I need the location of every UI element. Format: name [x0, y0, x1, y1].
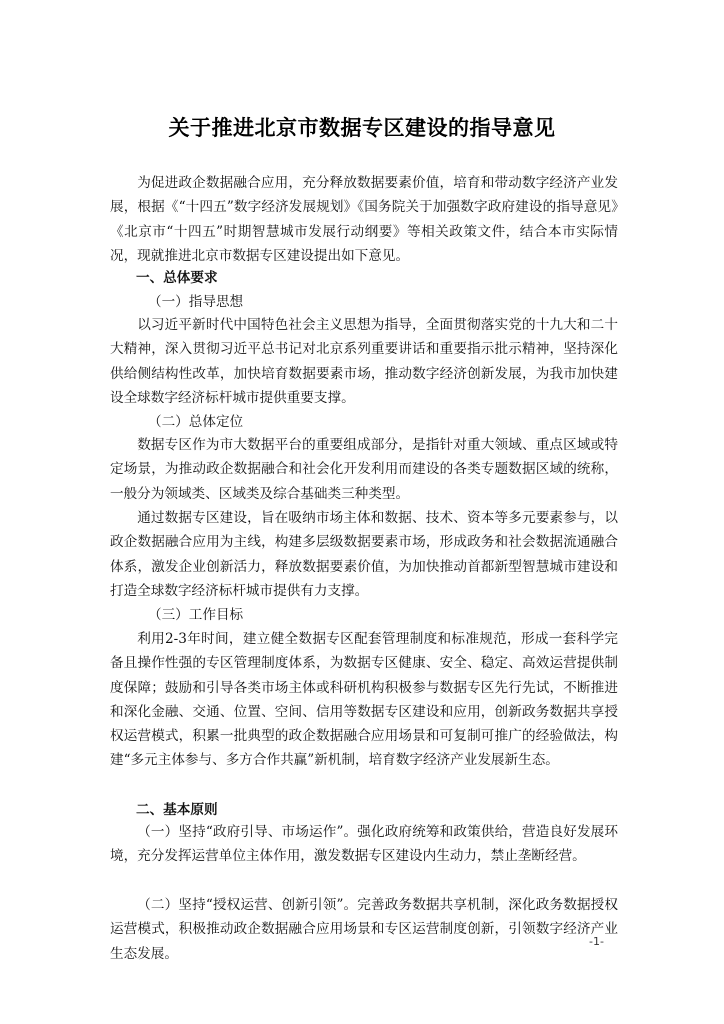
- paragraph-work-goals: 利用2-3年时间，建立健全数据专区配套管理制度和标准规范，形成一套科学完备且操作性强的专区管理制度体系，为数据专区健康、安全、稳定、高效运营提供制度保障；鼓励和引导各类市场主体或科研机构积极参与数据专区先行先试，不断推进和深化金融、交通、位置、空间、信用等数据专区建设和应用，创新政务数据共享授权运营模式，积累一批典型的政企数据融合应用场景和可复制可推广的经验做法，构建“多元主体参与、多方合作共赢”新机制，培育数字经济产业发展新生态。: [110, 631, 618, 769]
- paragraph-principle-2: （二）坚持“授权运营、创新引领”。完善政务数据共享机制，深化政务数据授权运营模式，积极推动政企数据融合应用场景和专区运营制度创新，引领数字经济产业生态发展。: [110, 897, 618, 962]
- section-heading-principles: 二、基本原则: [136, 802, 218, 818]
- intro-paragraph: 为促进政企数据融合应用，充分释放数据要素价值，培育和带动数字经济产业发展，根据《“十四五”数字经济发展规划》《国务院关于加强数字政府建设的指导意见》《北京市“十四五”时期智慧城市发展行动纲要》等相关政策文件，结合本市实际情况，现就推进北京市数据专区建设提出如下意见。: [110, 175, 618, 264]
- subheading-overall-positioning: （二）总体定位: [148, 414, 244, 430]
- paragraph-principle-1: （一）坚持“政府引导、市场运作”。强化政府统筹和政策供给，营造良好发展环境，充分发挥运营单位主体作用，激发数据专区建设内生动力，禁止垄断经营。: [110, 824, 618, 865]
- subheading-work-goals: （三）工作目标: [148, 607, 244, 623]
- subheading-guiding-ideology: （一）指导思想: [148, 294, 244, 310]
- paragraph-positioning-purpose: 通过数据专区建设，旨在吸纳市场主体和数据、技术、资本等多元要素参与，以政企数据融合应用为主线，构建多层级数据要素市场，形成政务和社会数据流通融合体系，激发企业创新活力，释放数据要素价值，为加快推动首都新型智慧城市建设和打造全球数字经济标杆城市提供有力支撑。: [110, 510, 618, 599]
- page-number: -1-: [589, 935, 604, 948]
- paragraph-guiding-ideology: 以习近平新时代中国特色社会主义思想为指导，全面贯彻落实党的十九大和二十大精神，深入贯彻习近平总书记对北京系列重要讲话和重要指示批示精神，坚持深化供给侧结构性改革，加快培育数据要素市场，推动数字经济创新发展，为我市加快建设全球数字经济标杆城市提供重要支撑。: [110, 317, 618, 406]
- section-heading-general: 一、总体要求: [136, 270, 218, 286]
- page-title: 关于推进北京市数据专区建设的指导意见: [168, 116, 556, 140]
- paragraph-positioning-definition: 数据专区作为市大数据平台的重要组成部分，是指针对重大领域、重点区域或特定场景，为推动政企数据融合和社会化开发利用而建设的各类专题数据区域的统称，一般分为领域类、区域类及综合基础类三种类型。: [110, 437, 618, 502]
